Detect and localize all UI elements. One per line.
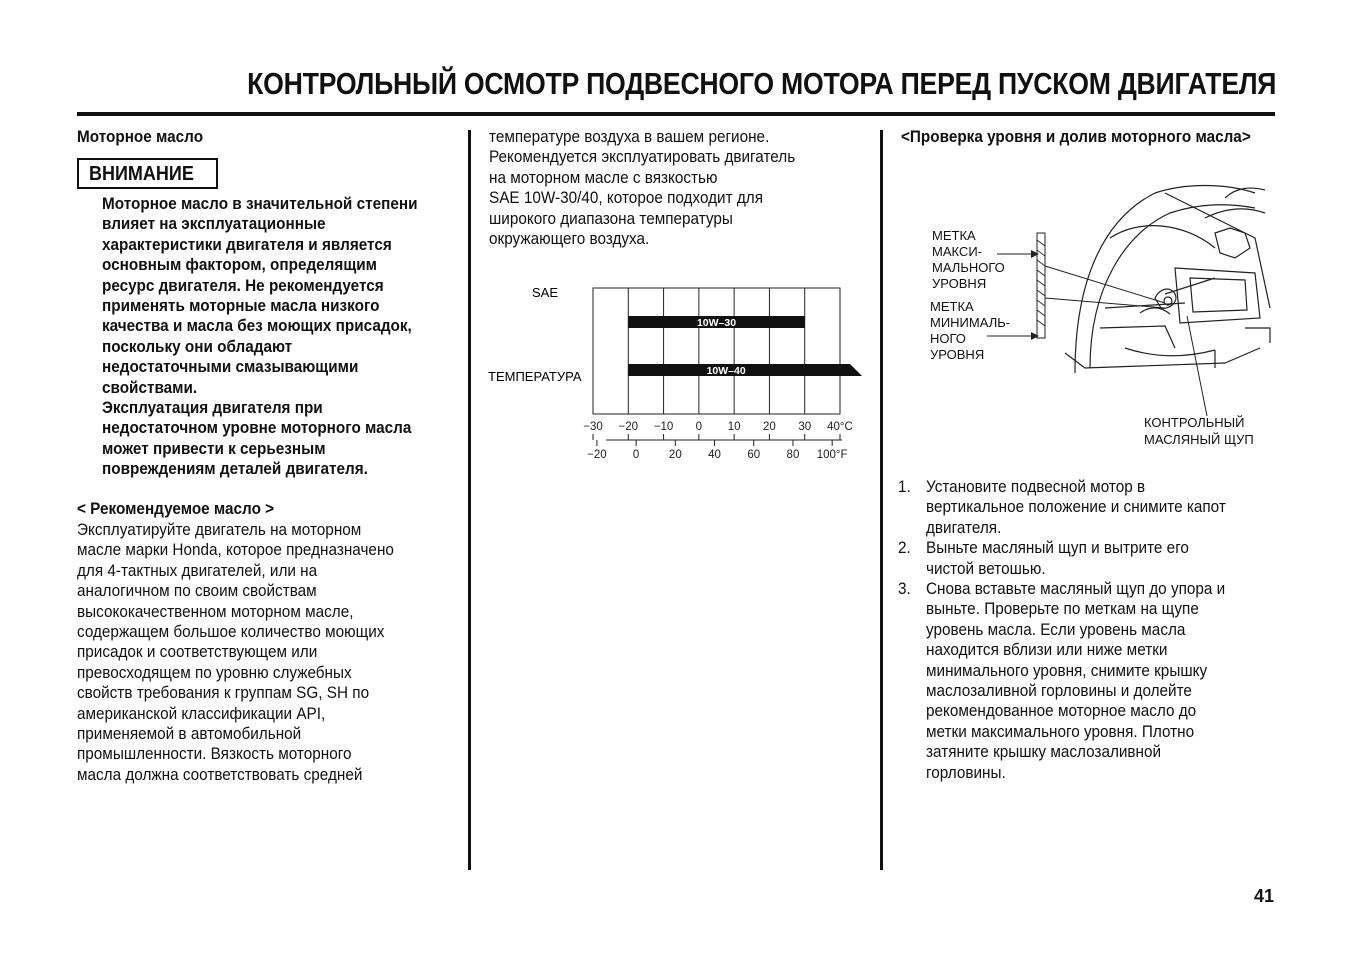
warning-line: может привести к серьезным bbox=[102, 438, 326, 458]
warning-line: основным фактором, определящим bbox=[102, 255, 377, 275]
min-mark-arrow bbox=[1031, 332, 1039, 340]
step-line: находится вблизи или ниже метки bbox=[926, 640, 1168, 660]
fahrenheit-tick-label: 20 bbox=[668, 449, 682, 461]
recommended-line: свойств требования к группам SG, SH по bbox=[77, 683, 370, 703]
step-line: метки максимального уровня. Плотно bbox=[926, 721, 1195, 741]
step-item bbox=[898, 579, 1278, 783]
recommended-line: высококачественном моторном масле, bbox=[77, 601, 354, 621]
dipstick-label-1: КОНТРОЛЬНЫЙ bbox=[1144, 415, 1245, 430]
warning-line: характеристики двигателя и является bbox=[102, 234, 392, 254]
viscosity-line: температуре воздуха в вашем регионе. bbox=[489, 127, 770, 146]
max-mark-label-2: МАКСИ- bbox=[932, 244, 982, 259]
viscosity-line: SAE 10W-30/40, которое подходит для bbox=[489, 188, 764, 208]
warning-line: Моторное масло в значительной степени bbox=[102, 194, 418, 213]
step-item bbox=[898, 477, 1278, 538]
step-line: Снова вставьте масляный щуп до упора и bbox=[926, 579, 1226, 599]
warning-line: качества и масла без моющих присадок, bbox=[102, 316, 412, 336]
svg-text:МАКСИ- bbox=[932, 244, 982, 259]
column-divider-right bbox=[880, 130, 883, 870]
celsius-tick-label: −30 bbox=[583, 421, 603, 433]
celsius-tick-label: 0 bbox=[695, 421, 703, 433]
procedure-steps bbox=[898, 477, 1278, 783]
step-line: рекомендованное моторное масло до bbox=[926, 701, 1197, 721]
svg-text:МАЛЬНОГО bbox=[932, 260, 1005, 275]
viscosity-line: на моторном масле с вязкостью bbox=[489, 167, 718, 187]
celsius-tick-label: 10 bbox=[727, 421, 741, 433]
fahrenheit-tick-label: −20 bbox=[587, 449, 607, 461]
celsius-tick-label: 40°C bbox=[827, 421, 853, 433]
fahrenheit-tick-label: 80 bbox=[786, 449, 800, 461]
dipstick-connector-2 bbox=[1045, 298, 1165, 308]
step-text bbox=[926, 579, 1225, 783]
recommended-line: масла должна соответствовать средней bbox=[77, 764, 363, 784]
step-text bbox=[926, 477, 1226, 538]
max-mark-label-4: УРОВНЯ bbox=[932, 276, 987, 291]
step-line: маслозаливной горловины и долейте bbox=[926, 681, 1192, 701]
warning-line: недостаточном уровне моторного масла bbox=[102, 418, 412, 438]
recommended-oil-heading: < Рекомендуемое масло > bbox=[77, 499, 275, 518]
step-line: затяните крышку маслозаливной bbox=[926, 742, 1162, 762]
warning-badge: ВНИМАНИЕ bbox=[77, 158, 218, 189]
celsius-tick-label: 20 bbox=[763, 421, 776, 433]
recommended-line: применяемой в автомобильной bbox=[77, 724, 302, 744]
min-mark-label-4: УРОВНЯ bbox=[930, 347, 985, 362]
recommended-line: масле марки Honda, которое предназначено bbox=[77, 540, 394, 560]
recommended-line: аналогичном по своим свойствам bbox=[77, 581, 317, 601]
recommended-line: для 4-тактных двигателей, или на bbox=[77, 560, 318, 580]
viscosity-line: окружающего воздуха. bbox=[489, 229, 650, 249]
warning-line: Эксплуатация двигателя при bbox=[102, 398, 323, 418]
column-divider-left bbox=[468, 130, 471, 870]
section-heading-engine-oil: Моторное масло bbox=[77, 127, 204, 146]
step-line: выньте. Проверьте по меткам на щупе bbox=[926, 599, 1199, 619]
warning-line: повреждениям деталей двигателя. bbox=[102, 459, 368, 479]
step-number: 3. bbox=[898, 579, 911, 599]
max-mark-arrow bbox=[1031, 250, 1039, 258]
svg-text:МИНИМАЛЬ- bbox=[930, 315, 1010, 330]
warning-text bbox=[102, 194, 417, 480]
page-title: КОНТРОЛЬНЫЙ ОСМОТР ПОДВЕСНОГО МОТОРА ПЕРЕД ПУСКОМ ДВИГАТЕЛЯ bbox=[247, 66, 1277, 101]
warning-line: влияет на эксплуатационные bbox=[102, 214, 326, 234]
recommended-line: промышленности. Вязкость моторного bbox=[77, 744, 352, 764]
step-line: двигателя. bbox=[926, 517, 1002, 537]
chart-bar-label: 10W–30 bbox=[696, 317, 737, 329]
warning-line: применять моторные масла низкого bbox=[102, 296, 380, 316]
viscosity-line: широкого диапазона температуры bbox=[489, 208, 733, 228]
chart-xlabel: ТЕМПЕРАТУРА bbox=[488, 369, 582, 384]
celsius-tick-label: −20 bbox=[618, 421, 639, 433]
step-number: 2. bbox=[898, 538, 911, 558]
step-number: 1. bbox=[898, 477, 911, 496]
min-mark-label-3: НОГО bbox=[930, 331, 966, 346]
step-line: уровень масла. Если уровень масла bbox=[926, 619, 1186, 639]
step-line: Установите подвесной мотор в bbox=[926, 477, 1146, 496]
warning-line: ресурс двигателя. Не рекомендуется bbox=[102, 275, 384, 295]
svg-text:НОГО bbox=[930, 331, 966, 346]
dipstick-label-2: МАСЛЯНЫЙ ЩУП bbox=[1144, 432, 1254, 447]
svg-text:МЕТКА bbox=[930, 299, 974, 314]
svg-text:МЕТКА bbox=[932, 228, 976, 243]
step-item bbox=[898, 538, 1278, 579]
recommended-line: американской классификации API, bbox=[77, 703, 326, 723]
title-rule bbox=[77, 112, 1275, 116]
warning-line: поскольку они обладают bbox=[102, 336, 293, 356]
chart-ylabel: SAE bbox=[532, 285, 559, 300]
viscosity-chart bbox=[480, 276, 875, 468]
max-mark-label-1: МЕТКА bbox=[932, 228, 976, 243]
dipstick-connector bbox=[1045, 266, 1165, 303]
dipstick-figure bbox=[925, 178, 1280, 453]
fahrenheit-tick-label: 0 bbox=[632, 449, 640, 461]
celsius-tick-label: −10 bbox=[653, 421, 674, 433]
dipstick-leader bbox=[1187, 316, 1207, 416]
step-line: Выньте масляный щуп и вытрите его bbox=[926, 538, 1189, 558]
fahrenheit-tick-label: 100°F bbox=[816, 449, 848, 461]
step-line: горловины. bbox=[926, 762, 1006, 782]
step-line: минимального уровня, снимите крышку bbox=[926, 660, 1208, 680]
recommended-line: Эксплуатируйте двигатель на моторном bbox=[77, 520, 362, 539]
recommended-line: присадок и соответствующем или bbox=[77, 642, 318, 662]
warning-line: недостаточными смазывающими bbox=[102, 357, 359, 377]
dipstick bbox=[1037, 233, 1045, 338]
max-mark-label-3: МАЛЬНОГО bbox=[932, 260, 1005, 275]
chart-bar-label: 10W–40 bbox=[706, 365, 746, 377]
svg-text:МАСЛЯНЫЙ ЩУП bbox=[1144, 432, 1254, 447]
recommended-oil-text bbox=[77, 520, 394, 785]
celsius-tick-label: 30 bbox=[798, 421, 812, 433]
page-number: 41 bbox=[1253, 886, 1274, 906]
fahrenheit-tick-label: 40 bbox=[708, 449, 721, 461]
step-line: вертикальное положение и снимите капот bbox=[926, 497, 1226, 517]
engine-illustration bbox=[1065, 186, 1270, 374]
chart-frame bbox=[593, 288, 840, 414]
recommended-line: превосходящем по уровню служебных bbox=[77, 662, 352, 682]
min-mark-label-2: МИНИМАЛЬ- bbox=[930, 315, 1011, 330]
viscosity-text bbox=[489, 127, 795, 249]
step-line: чистой ветошью. bbox=[926, 558, 1046, 578]
svg-text:УРОВНЯ bbox=[930, 347, 984, 362]
warning-line: свойствами. bbox=[102, 377, 198, 397]
step-text bbox=[926, 538, 1189, 579]
fahrenheit-tick-label: 60 bbox=[747, 449, 761, 461]
min-mark-label-1: МЕТКА bbox=[930, 299, 974, 314]
oil-check-heading: <Проверка уровня и долив моторного масла> bbox=[901, 127, 1251, 146]
svg-text:КОНТРОЛЬНЫЙ bbox=[1144, 415, 1245, 430]
recommended-line: содержащем большое количество моющих bbox=[77, 622, 385, 642]
svg-text:УРОВНЯ bbox=[932, 276, 986, 291]
viscosity-line: Рекомендуется эксплуатировать двигатель bbox=[489, 147, 796, 167]
